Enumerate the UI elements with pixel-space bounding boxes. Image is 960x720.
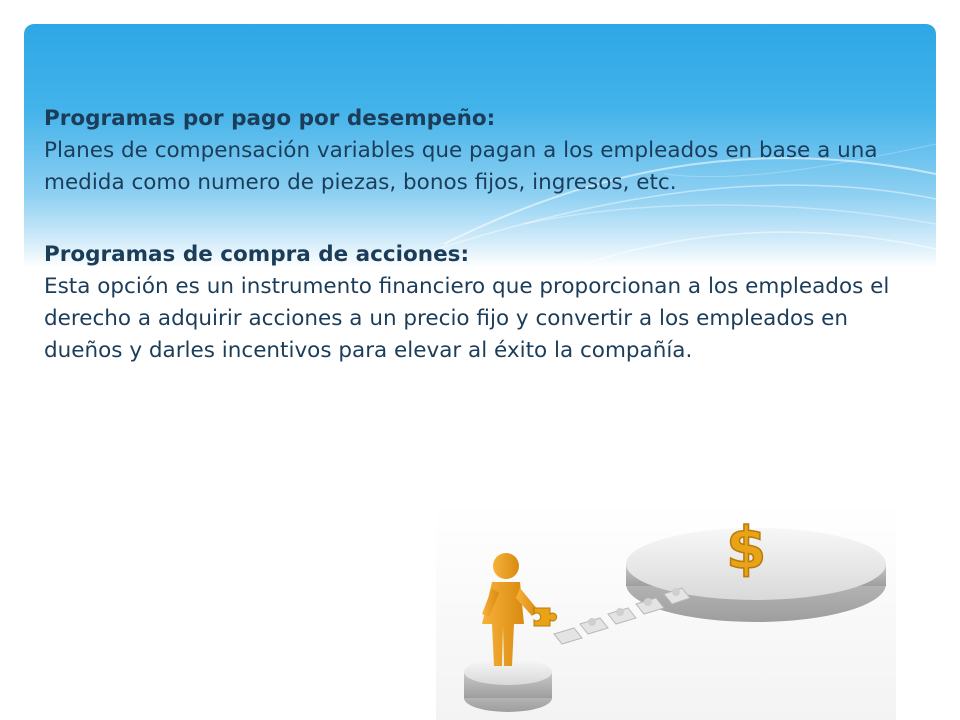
slide-content [44,103,924,367]
section-body-pay-for-performance: Planes de compensación variables que pagan a los empleados en base a una medida como numero de piezas, bonos fijos, ingresos, etc. [44,138,878,195]
section-spacer [44,199,924,239]
person-puzzle-path-to-money-icon [436,502,896,720]
dollar-sign-icon: $ [726,514,767,582]
section-body-stock-purchase: Esta opción es un instrumento financiero que proporcionan a los empleados el derecho a adquirir acciones a un precio fijo y convertir a los empleados en dueños y darles incentivos para elevar al éxito la compañía. [44,274,890,363]
section-heading-pay-for-performance: Programas por pago por desempeño: [44,106,496,131]
section-heading-stock-purchase: Programas de compra de acciones: [44,242,470,267]
